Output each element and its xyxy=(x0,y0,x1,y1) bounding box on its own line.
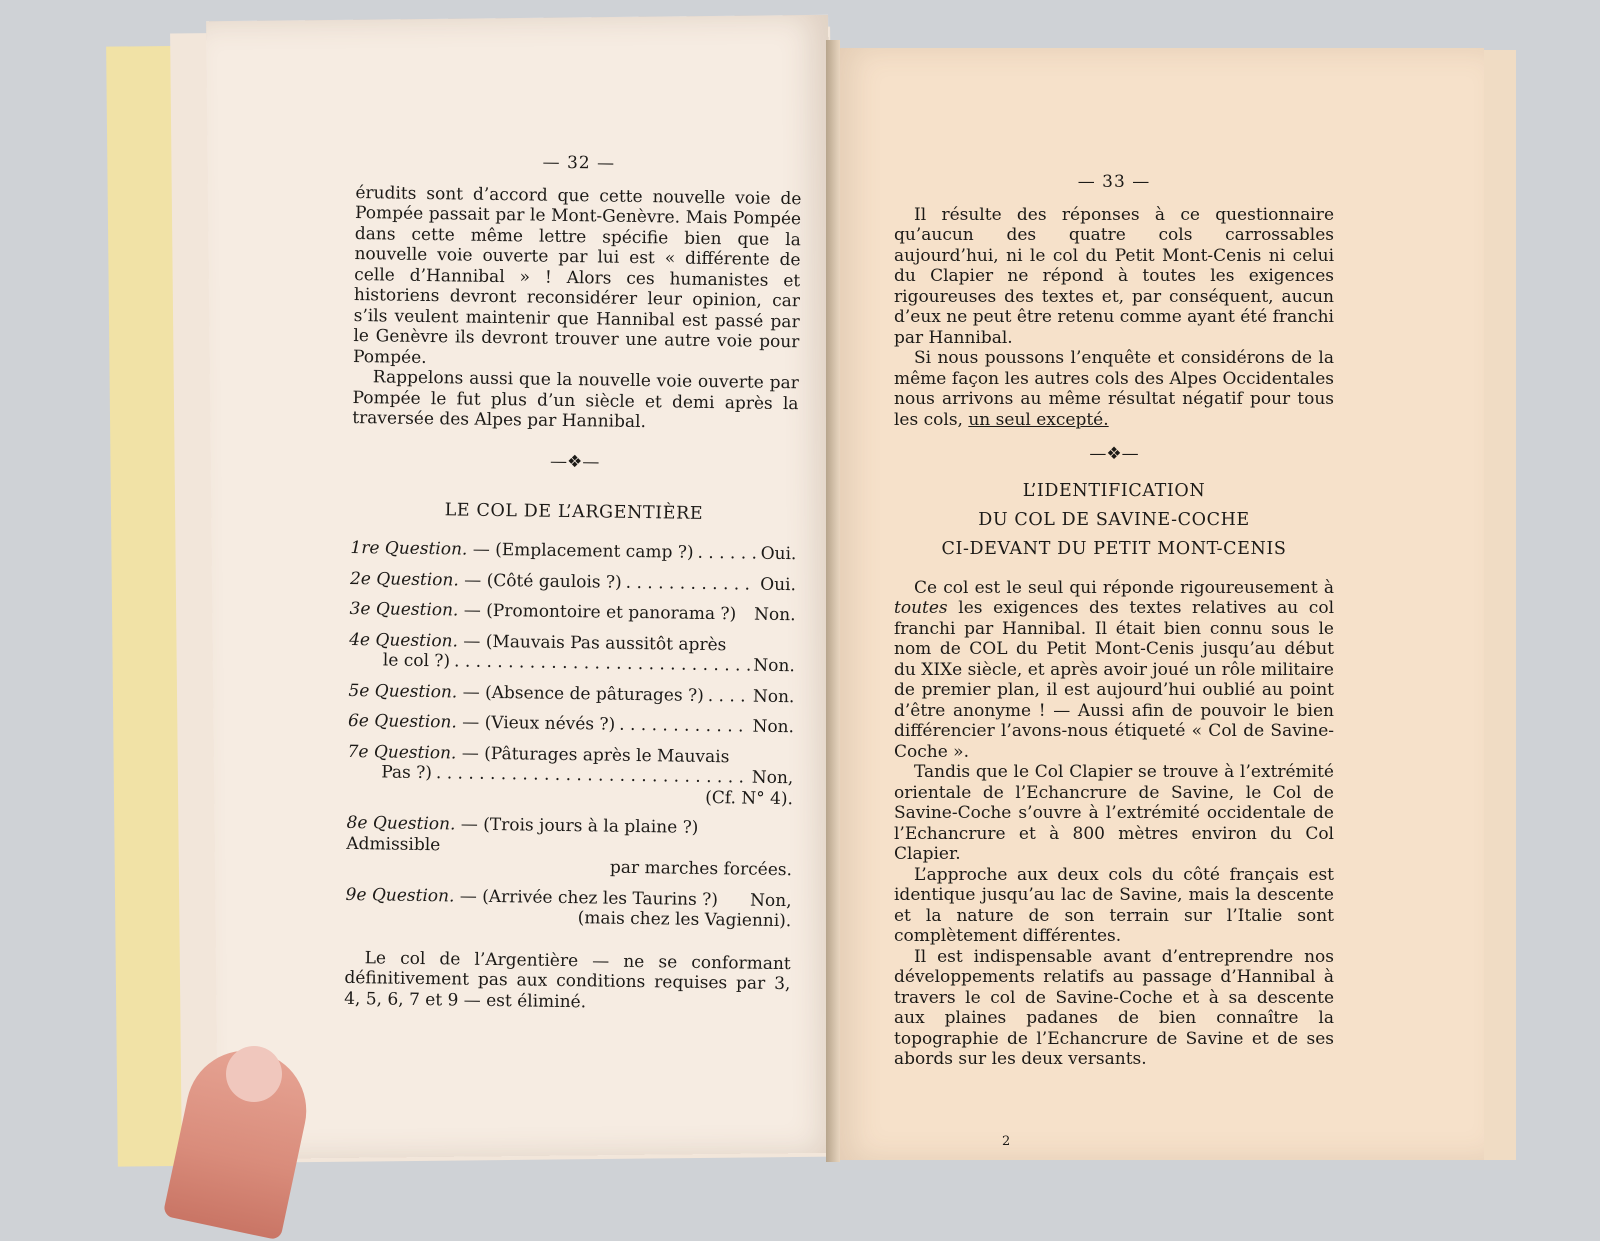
question-item xyxy=(348,711,794,738)
question-number: 2e xyxy=(349,568,372,589)
question-label: Question. xyxy=(374,711,457,733)
page-number-left: — 32 — xyxy=(542,152,616,174)
question-label: Question. xyxy=(372,813,456,835)
question-note: (mais chez les Vagienni). xyxy=(577,908,792,932)
question-text: — (Trois jours à la plaine ?) Admissible xyxy=(346,814,699,855)
question-text: — (Vieux névés ?) xyxy=(462,712,616,735)
section-heading xyxy=(894,477,1334,564)
question-text: — (Côté gaulois ?) xyxy=(464,570,622,593)
paragraph: érudits sont d’accord que cette nouvelle voie de Pompée passait par le Mont-Genèvre. Mais Pompée dans cette même lettre spécifie bien que la nouvelle voie ouverte par lui est « différente de celle d’Hannibal » ! Alors ces humanistes et historiens devront reconsidérer leur opinion, car s’ils veulent maintenir que Hannibal est passé par le Genèvre ils devront trouver une autre voie pour Pompée. xyxy=(352,182,802,368)
book-gutter xyxy=(826,40,840,1162)
question-answer: Oui. xyxy=(760,543,797,565)
italic-text: toutes xyxy=(894,598,948,618)
question-item xyxy=(350,568,796,595)
heading-line: L’IDENTIFICATION xyxy=(1022,480,1206,501)
right-page-text xyxy=(894,172,1334,1070)
paragraph-text: les exigences des textes relatives au col franchi par Hannibal. Il était bien connu sous le nom de COL du Petit Mont-Cenis jusqu’au début du XIXe siècle, et après avoir joué un rôle militaire de premier plan, il est aujourd’hui oublié au point d’être anonyme ! — Aussi afin de pouvoir le bien différencier l’avons-nous étiqueté « Col de Savine-Coche ». xyxy=(894,598,1335,762)
question-answer: Non. xyxy=(753,604,796,626)
question-answer: Oui. xyxy=(760,574,797,595)
question-note: (Cf. N° 4). xyxy=(705,787,794,809)
question-item xyxy=(347,741,794,809)
paragraph xyxy=(894,348,1334,430)
leader-dots xyxy=(436,763,748,788)
heading-line: CI-DEVANT DU PETIT MONT-CENIS xyxy=(941,538,1287,559)
section-heading: LE COL DE L’ARGENTIÈRE xyxy=(444,500,704,524)
leader-dots xyxy=(708,685,749,706)
question-note: par marches forcées. xyxy=(609,857,793,881)
question-number: 6e xyxy=(347,710,370,732)
page-number-right: — 33 — xyxy=(1077,172,1151,192)
question-item xyxy=(346,813,793,881)
section-ornament: —❖— xyxy=(549,451,600,472)
question-item xyxy=(349,629,796,676)
question-text: — (Absence de pâturages ?) xyxy=(462,682,704,706)
question-answer: Non. xyxy=(753,655,795,677)
question-label: Question. xyxy=(373,741,457,763)
question-answer: Non, xyxy=(751,767,794,789)
paragraph: Il résulte des réponses à ce questionnaire qu’aucun des quatre cols carrossables aujourd’hui, ni le col du Petit Mont-Cenis ni celui du Clapier ne répond à toutes les exigences rigoureuses des textes et, par conséquent, aucun d’eux ne peut être retenu comme ayant été franchi par Hannibal. xyxy=(894,204,1334,348)
paragraph: Tandis que le Col Clapier se trouve à l’extrémité orientale de l’Echancrure de Savine, le Col de Savine-Coche s’ouvre à l’extrémité occidentale de l’Echancrure et à 800 mètres environ du Col Clapier. xyxy=(894,762,1334,864)
question-continuation: Pas ?) xyxy=(381,762,433,784)
question-number: 5e xyxy=(348,680,370,701)
question-number: 4e xyxy=(349,629,371,650)
underlined-text: un seul excepté. xyxy=(968,409,1109,430)
question-label: Question. xyxy=(375,599,459,621)
question-text: — (Emplacement camp ?) xyxy=(472,539,694,563)
question-answer: Non, xyxy=(749,890,792,911)
paragraph-text: Ce col est le seul qui réponde rigoureusement à xyxy=(914,577,1334,598)
section-ornament: —❖— xyxy=(1089,444,1139,464)
paragraph xyxy=(894,578,1334,763)
question-text: — (Pâturages après le Mauvais xyxy=(461,743,730,767)
paragraph: Il est indispensable avant d’entreprendre nos développements relatifs au passage d’Hannibal à travers le col de Savine-Coche et à sa descente aux plaines padanes de bien connaître la topographie de l’Echancrure de Savine et de ses abords sur les deux versants. xyxy=(894,946,1334,1069)
leader-dots xyxy=(619,715,749,737)
paragraph: Rappelons aussi que la nouvelle voie ouverte par Pompée le fut plus d’un siècle et demi après la traversée des Alpes par Hannibal. xyxy=(352,367,799,433)
heading-line: DU COL DE SAVINE-COCHE xyxy=(978,509,1250,530)
question-text: — (Mauvais Pas aussitôt après xyxy=(463,631,727,655)
question-item xyxy=(348,680,794,707)
question-text: — (Arrivée chez les Taurins ?) xyxy=(459,886,719,910)
question-number: 9e xyxy=(345,884,367,905)
left-page-text xyxy=(344,150,802,1015)
question-item xyxy=(349,599,795,626)
question-label: Question. xyxy=(376,568,459,590)
question-number: 3e xyxy=(349,598,371,620)
question-text: — (Promontoire et panorama ?) xyxy=(463,600,737,625)
leader-dots xyxy=(454,651,750,676)
question-item xyxy=(345,884,792,931)
question-label: Question. xyxy=(384,538,468,560)
question-label: Question. xyxy=(371,884,455,906)
question-label: Question. xyxy=(374,680,458,702)
question-item xyxy=(350,538,796,565)
paragraph: L’approche aux deux cols du côté français est identique jusqu’au lac de Savine, mais la descente et la nature de son terrain sur l’Italie sont complètement différentes. xyxy=(894,864,1334,946)
printer-signature-mark: 2 xyxy=(1002,1134,1011,1149)
conclusion-paragraph: Le col de l’Argentière — ne se conformant définitivement pas aux conditions requises par 3, 4, 5, 6, 7 et 9 — est éliminé. xyxy=(344,947,791,1012)
question-number: 8e xyxy=(346,812,368,834)
leader-dots xyxy=(626,572,757,594)
question-number: 1re xyxy=(350,537,380,559)
question-number: 7e xyxy=(347,741,369,762)
question-continuation: le col ?) xyxy=(382,650,451,672)
leader-dots xyxy=(697,543,756,564)
question-answer: Non. xyxy=(752,686,795,707)
question-label: Question. xyxy=(375,629,459,651)
question-answer: Non. xyxy=(752,716,795,738)
paragraph-text: Si nous poussons l’enquête et considérons de la même façon les autres cols des Alpes Occidentales nous arrivons au même résultat négatif pour tous les cols, xyxy=(894,348,1334,430)
